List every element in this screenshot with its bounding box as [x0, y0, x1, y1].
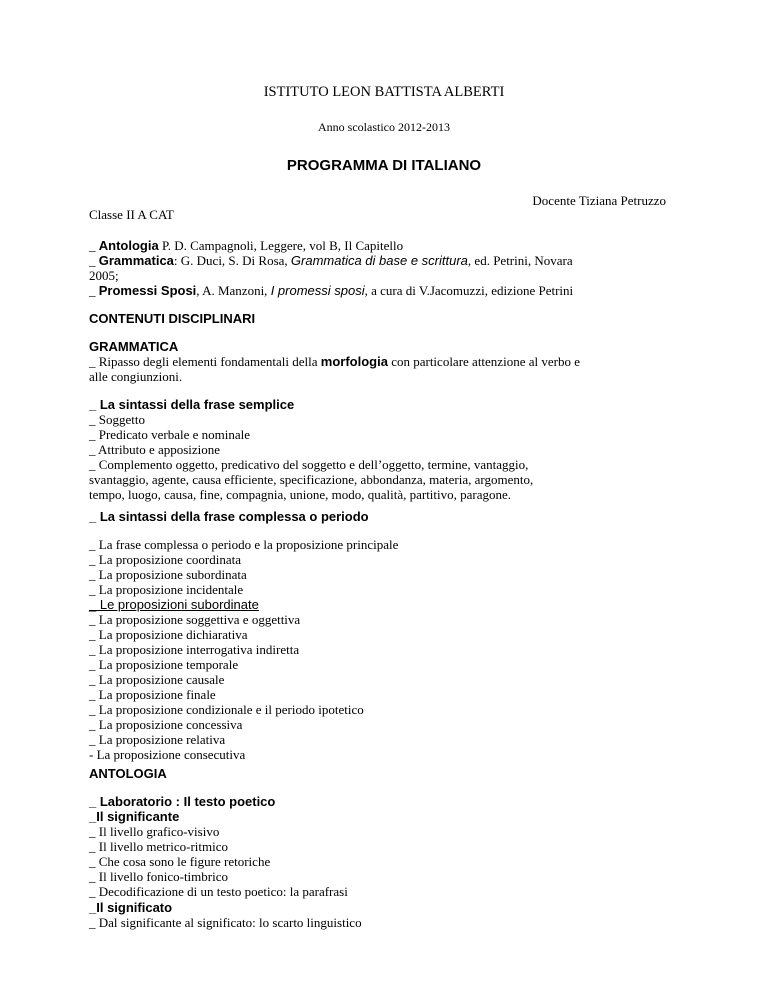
bullet: _: [89, 283, 99, 298]
sintassi-semplice-heading: _ La sintassi della frase semplice: [89, 397, 295, 412]
list-item: _ Dal significante al significato: lo scarto linguistico: [89, 915, 362, 930]
list-item: _ La proposizione relativa: [89, 732, 226, 747]
book-grammatica-year: 2005;: [89, 268, 119, 283]
sintassi-complessa-list: [89, 537, 589, 762]
book-grammatica: [89, 253, 649, 268]
list-item: _ La proposizione incidentale: [89, 582, 244, 597]
antologia-heading: ANTOLOGIA: [89, 766, 167, 781]
book-title: I promessi sposi: [270, 283, 365, 298]
list-item: _ La proposizione coordinata: [89, 552, 241, 567]
list-item: _ Complemento oggetto, predicativo del soggetto e dell’oggetto, termine, vantaggio,: [89, 457, 529, 472]
school-year: Anno scolastico 2012-2013: [318, 120, 450, 134]
significante-heading: _Il significante: [89, 809, 180, 824]
list-item: _ La proposizione condizionale e il periodo ipotetico: [89, 702, 364, 717]
list-item: _ Il livello metrico-ritmico: [89, 839, 228, 854]
significante-list: [89, 824, 589, 899]
class-label: Classe II A CAT: [89, 207, 174, 222]
list-item: _ La proposizione soggettiva e oggettiva: [89, 612, 301, 627]
list-item: _ La proposizione interrogativa indiretta: [89, 642, 300, 657]
book-ref: P. D. Campagnoli, Leggere, vol B, Il Capitello: [158, 238, 404, 253]
bullet: _: [89, 253, 99, 268]
list-item: _ La proposizione concessiva: [89, 717, 243, 732]
book-promessi: [89, 283, 649, 298]
ripasso-line-2: alle congiunzioni.: [89, 369, 183, 384]
list-item: _ Attributo e apposizione: [89, 442, 221, 457]
contenuti-heading: CONTENUTI DISCIPLINARI: [89, 311, 256, 326]
sintassi-semplice-list: [89, 412, 649, 502]
book-ref: , a cura di V.Jacomuzzi, edizione Petrini: [364, 283, 574, 298]
book-antologia: [89, 238, 649, 253]
book-label: Grammatica: [98, 253, 174, 268]
list-item: _ Soggetto: [89, 412, 145, 427]
list-item: tempo, luogo, causa, fine, compagnia, unione, modo, qualità, partitivo, paragone.: [89, 487, 512, 502]
list-item: _ La proposizione temporale: [89, 657, 239, 672]
book-title: Grammatica di base e scrittura: [290, 253, 468, 268]
laboratorio-heading: _ Laboratorio : Il testo poetico: [89, 794, 276, 809]
list-item: _ La proposizione dichiarativa: [89, 627, 248, 642]
list-item: - La proposizione consecutiva: [89, 747, 246, 762]
list-item: _ Che cosa sono le figure retoriche: [89, 854, 271, 869]
ripasso-line: [89, 354, 649, 369]
ripasso-keyword: morfologia: [320, 354, 388, 369]
sintassi-complessa-heading: _ La sintassi della frase complessa o periodo: [89, 509, 369, 524]
book-label: Promessi Sposi: [98, 283, 197, 298]
book-ref: , ed. Petrini, Novara: [467, 253, 573, 268]
ripasso-text: con particolare attenzione al verbo e: [387, 354, 580, 369]
significato-heading: _Il significato: [89, 900, 173, 915]
book-ref: , A. Manzoni,: [196, 283, 271, 298]
book-ref: : G. Duci, S. Di Rosa,: [173, 253, 291, 268]
list-item: _ La proposizione causale: [89, 672, 225, 687]
ripasso-text: _ Ripasso degli elementi fondamentali della: [89, 354, 321, 369]
grammatica-heading: GRAMMATICA: [89, 339, 179, 354]
list-item: _ La proposizione subordinata: [89, 567, 247, 582]
list-item: _ La frase complessa o periodo e la proposizione principale: [89, 537, 399, 552]
teacher-name: Docente Tiziana Petruzzo: [532, 193, 666, 208]
book-label: Antologia: [98, 238, 159, 253]
list-item: svantaggio, agente, causa efficiente, specificazione, abbondanza, materia, argomento,: [89, 472, 534, 487]
bullet: _: [89, 238, 99, 253]
list-item: _ Il livello fonico-timbrico: [89, 869, 228, 884]
list-item: _ Predicato verbale e nominale: [89, 427, 250, 442]
list-item: _ Decodificazione di un testo poetico: la parafrasi: [89, 884, 348, 899]
list-item: _ Il livello grafico-visivo: [89, 824, 220, 839]
institute-name: ISTITUTO LEON BATTISTA ALBERTI: [263, 84, 505, 100]
list-item: _ La proposizione finale: [89, 687, 216, 702]
page-title: PROGRAMMA DI ITALIANO: [286, 157, 482, 174]
subordinate-heading: _ Le proposizioni subordinate: [89, 597, 259, 612]
